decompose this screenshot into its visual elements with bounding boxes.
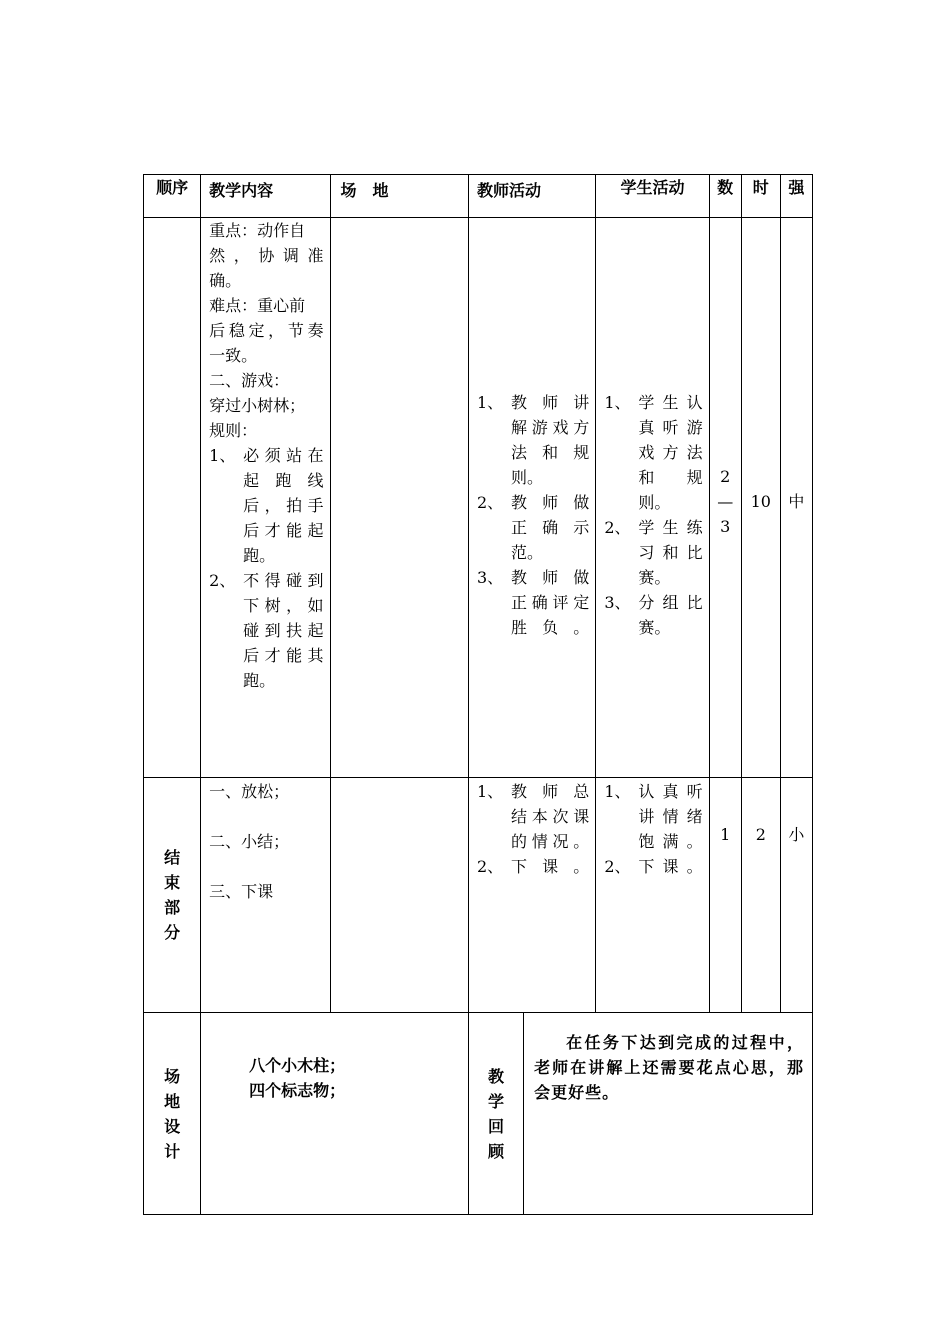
end-venue-cell (330, 778, 468, 1013)
game-teacher-item-line: 正确评定 (510, 593, 590, 612)
game-rule-item-line: 碰到扶起 (243, 621, 324, 640)
end-section-char: 束 (164, 873, 181, 892)
game-teacher-list (477, 390, 589, 640)
end-section-label (144, 778, 201, 1013)
end-section-char: 分 (164, 923, 181, 942)
game-rule-item-line: 下树，如 (243, 596, 324, 615)
game-teacher-item-line: 法和规 (510, 443, 590, 462)
game-student-item-line: 学生练 (638, 518, 703, 537)
game-rule-item-line: 必须站在 (243, 446, 324, 465)
end-content-1: 一、放松； (209, 782, 290, 801)
game-content-line: 后稳定，节奏 (209, 321, 324, 340)
game-rules (209, 443, 323, 693)
game-teacher-item-line: 则。 (510, 468, 543, 487)
end-student-item-line: 认真听 (638, 782, 703, 801)
design-section-char: 设 (164, 1116, 181, 1136)
end-row (144, 778, 813, 1013)
game-rule-item-line: 不得碰到 (243, 571, 324, 590)
game-content-line: 然，协调准 (209, 246, 324, 265)
header-content: 教学内容 (201, 175, 330, 218)
game-teacher-item-line: 范。 (510, 543, 543, 562)
game-rule-item-number: 2、 (209, 571, 236, 590)
game-count-cell (709, 218, 741, 778)
review-label-char: 教 (488, 1066, 505, 1086)
game-rule-item (209, 568, 323, 693)
game-content-line: 重点：动作自 (209, 221, 306, 240)
game-intensity: 中 (780, 218, 812, 778)
header-row (144, 175, 813, 218)
end-section-char: 部 (164, 898, 181, 917)
header-student: 学生活动 (596, 175, 709, 218)
game-student-item (604, 590, 702, 640)
game-teacher-item-line: 正确示 (510, 518, 590, 537)
game-student-item-number: 1、 (604, 393, 631, 412)
header-order: 顺序 (144, 175, 201, 218)
game-content-cell (201, 218, 330, 778)
game-content-line: 规则： (209, 421, 258, 440)
game-student-item-line: 分组比 (638, 593, 703, 612)
game-student-item-line: 则。 (638, 493, 671, 512)
end-student-cell (596, 778, 709, 1013)
end-intensity: 小 (780, 778, 812, 1013)
game-content-text (209, 218, 323, 443)
game-student-item-number: 3、 (604, 593, 631, 612)
end-section-char: 结 (164, 848, 181, 867)
header-time: 时 (741, 175, 780, 218)
design-section-char: 地 (164, 1091, 181, 1111)
end-teacher-item (477, 854, 589, 879)
game-student-item-line: 学生认 (638, 393, 703, 412)
game-student-item-line: 赛。 (638, 618, 671, 637)
review-label-char: 回 (488, 1116, 505, 1136)
end-content-3: 三、下课 (209, 882, 274, 901)
end-student-item-number: 2、 (604, 857, 631, 876)
game-teacher-item-number: 1、 (476, 393, 504, 412)
game-content-line: 穿过小树林； (209, 396, 306, 415)
design-row (144, 1013, 813, 1215)
game-rule-item-number: 1、 (209, 446, 236, 465)
design-section-label (144, 1013, 201, 1215)
header-count: 数 (709, 175, 741, 218)
game-teacher-item-line: 解游戏方 (510, 418, 590, 437)
game-teacher-item-number: 3、 (476, 568, 504, 587)
game-student-item-number: 2、 (604, 518, 631, 537)
game-teacher-item-line: 教师做 (510, 568, 590, 587)
game-count-line: — (717, 492, 734, 511)
design-item-1: 八个小木柱； (249, 1056, 346, 1075)
game-teacher-item (477, 490, 589, 565)
end-student-item-line: 下课。 (638, 857, 703, 876)
game-teacher-item-line: 教师做 (510, 493, 590, 512)
design-section-char: 计 (164, 1141, 181, 1161)
game-content-line: 确。 (209, 271, 242, 290)
game-count-line: 3 (720, 517, 731, 536)
game-student-item-line: 和规 (638, 468, 703, 487)
game-row (144, 218, 813, 778)
review-label (468, 1013, 523, 1215)
game-student-item (604, 515, 702, 590)
end-teacher-item-line: 下课。 (510, 857, 590, 876)
end-student-list (604, 779, 702, 879)
header-teacher: 教师活动 (468, 175, 595, 218)
end-student-item (604, 854, 702, 879)
end-student-item (604, 779, 702, 854)
end-student-item-number: 1、 (604, 782, 631, 801)
end-teacher-item-line: 的情况。 (510, 832, 590, 851)
game-content-line: 一致。 (209, 346, 258, 365)
end-content-2: 二、小结； (209, 832, 290, 851)
game-venue-cell (330, 218, 468, 778)
game-teacher-cell (468, 218, 595, 778)
game-teacher-item (477, 390, 589, 490)
lesson-plan-table (143, 174, 813, 1215)
game-count-line: 2 (720, 467, 731, 486)
game-teacher-item-number: 2、 (476, 493, 504, 512)
game-student-cell (596, 218, 709, 778)
game-teacher-item (477, 565, 589, 640)
end-count: 1 (709, 778, 741, 1013)
end-time: 2 (741, 778, 780, 1013)
design-section-char: 场 (164, 1066, 181, 1086)
end-teacher-item-number: 2、 (476, 857, 504, 876)
header-venue: 场 地 (330, 175, 468, 218)
review-label-char: 学 (488, 1091, 505, 1111)
game-rule-item-line: 后才能其 (243, 646, 324, 665)
end-content-cell (201, 778, 330, 1013)
game-rule-item-line: 起跑线 (243, 471, 324, 490)
game-student-item-line: 赛。 (638, 568, 671, 587)
end-teacher-item-number: 1、 (476, 782, 504, 801)
game-rule-item-line: 跑。 (243, 671, 276, 690)
end-teacher-cell (468, 778, 595, 1013)
game-student-item-line: 戏方法 (638, 443, 703, 462)
end-teacher-list (477, 779, 589, 879)
game-rule-item-line: 跑。 (243, 546, 276, 565)
game-student-list (604, 390, 702, 640)
design-item-2: 四个标志物； (249, 1081, 346, 1100)
game-count (710, 464, 741, 539)
game-student-item-line: 习和比 (638, 543, 703, 562)
end-teacher-item (477, 779, 589, 854)
game-section-cell (144, 218, 201, 778)
end-teacher-item-line: 结本次课 (510, 807, 590, 826)
game-rule-item-line: 后，拍手 (243, 496, 324, 515)
game-teacher-item-line: 胜负。 (510, 618, 590, 637)
design-items-cell (201, 1013, 469, 1215)
review-label-char: 顾 (488, 1141, 505, 1161)
game-rule-item-line: 后才能起 (243, 521, 324, 540)
end-student-item-line: 饱满。 (638, 832, 703, 851)
review-text: 在任务下达到完成的过程中，老师在讲解上还需要花点心思，那会更好些。 (524, 1013, 813, 1215)
end-student-item-line: 讲情绪 (638, 807, 703, 826)
game-student-item (604, 390, 702, 515)
game-content-line: 难点：重心前 (209, 296, 306, 315)
end-teacher-item-line: 教师总 (510, 782, 590, 801)
game-teacher-item-line: 教师讲 (510, 393, 590, 412)
game-content-line: 二、游戏： (209, 371, 290, 390)
game-time: 10 (741, 218, 780, 778)
game-rule-item (209, 443, 323, 568)
game-student-item-line: 真听游 (638, 418, 703, 437)
header-intensity: 强 (780, 175, 812, 218)
